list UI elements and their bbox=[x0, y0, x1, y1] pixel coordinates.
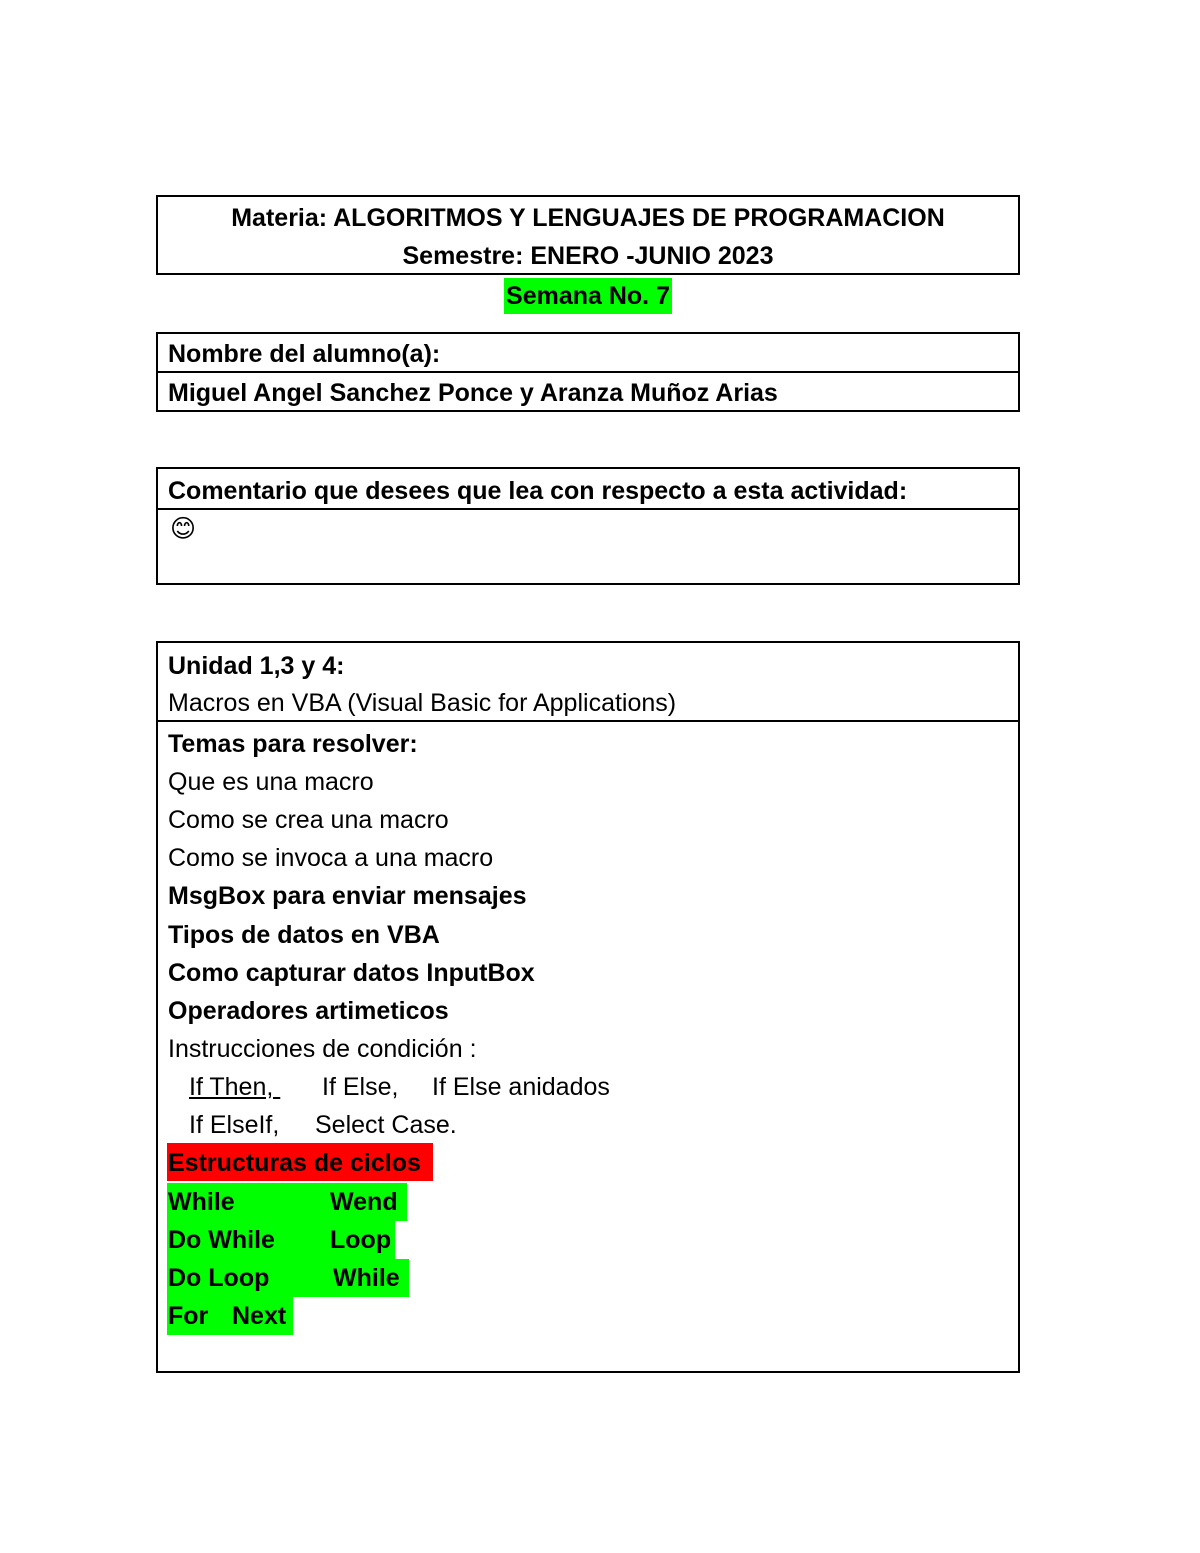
loop-right: Wend bbox=[330, 1188, 398, 1216]
tema-item: Operadores artimeticos bbox=[168, 997, 449, 1025]
header-box bbox=[156, 195, 1020, 275]
tema-item: Que es una macro bbox=[168, 768, 374, 796]
cond-if-else-anidados: If Else anidados bbox=[432, 1073, 610, 1101]
cond-select-case: Select Case. bbox=[315, 1111, 457, 1139]
loop-left: While bbox=[168, 1188, 235, 1216]
alumno-divider bbox=[158, 371, 1018, 373]
loop-left: For bbox=[168, 1302, 209, 1330]
ciclos-label: Estructuras de ciclos bbox=[168, 1149, 421, 1177]
cond-if-then: If Then, bbox=[189, 1073, 281, 1101]
loop-left: Do While bbox=[168, 1226, 275, 1254]
alumno-label: Nombre del alumno(a): bbox=[168, 340, 441, 368]
comentario-label: Comentario que desees que lea con respecto a esta actividad: bbox=[168, 477, 908, 505]
loop-left: Do Loop bbox=[168, 1264, 270, 1292]
temas-label: Temas para resolver: bbox=[168, 730, 418, 758]
semestre-title: Semestre: ENERO -JUNIO 2023 bbox=[402, 242, 774, 270]
comentario-box bbox=[156, 467, 1020, 585]
unidad-label: Unidad 1,3 y 4: bbox=[168, 652, 345, 680]
semana-label: Semana No. 7 bbox=[504, 278, 672, 314]
tema-item: Tipos de datos en VBA bbox=[168, 921, 440, 949]
loop-right: Next bbox=[232, 1302, 287, 1330]
tema-item: Como capturar datos InputBox bbox=[168, 959, 535, 987]
alumno-box bbox=[156, 332, 1020, 412]
temas-box bbox=[156, 641, 1020, 1373]
cond-if-elseif: If ElseIf, bbox=[189, 1111, 280, 1139]
unidad-subtitle: Macros en VBA (Visual Basic for Applications) bbox=[168, 689, 677, 717]
tema-item: Como se invoca a una macro bbox=[168, 844, 494, 872]
tema-item: Instrucciones de condición : bbox=[168, 1035, 477, 1063]
loop-right: Loop bbox=[330, 1226, 392, 1254]
unidad-divider bbox=[158, 720, 1018, 722]
materia-title: Materia: ALGORITMOS Y LENGUAJES DE PROGRAMACION bbox=[231, 204, 945, 232]
alumno-value: Miguel Angel Sanchez Ponce y Aranza Muñoz Arias bbox=[168, 379, 778, 407]
tema-item: Como se crea una macro bbox=[168, 806, 449, 834]
semana-row bbox=[0, 278, 1176, 314]
smiley-icon: 😊 bbox=[170, 514, 197, 543]
cond-if-else: If Else, bbox=[322, 1073, 399, 1101]
tema-item: MsgBox para enviar mensajes bbox=[168, 882, 527, 910]
loop-right: While bbox=[333, 1264, 400, 1292]
comentario-divider bbox=[158, 508, 1018, 510]
